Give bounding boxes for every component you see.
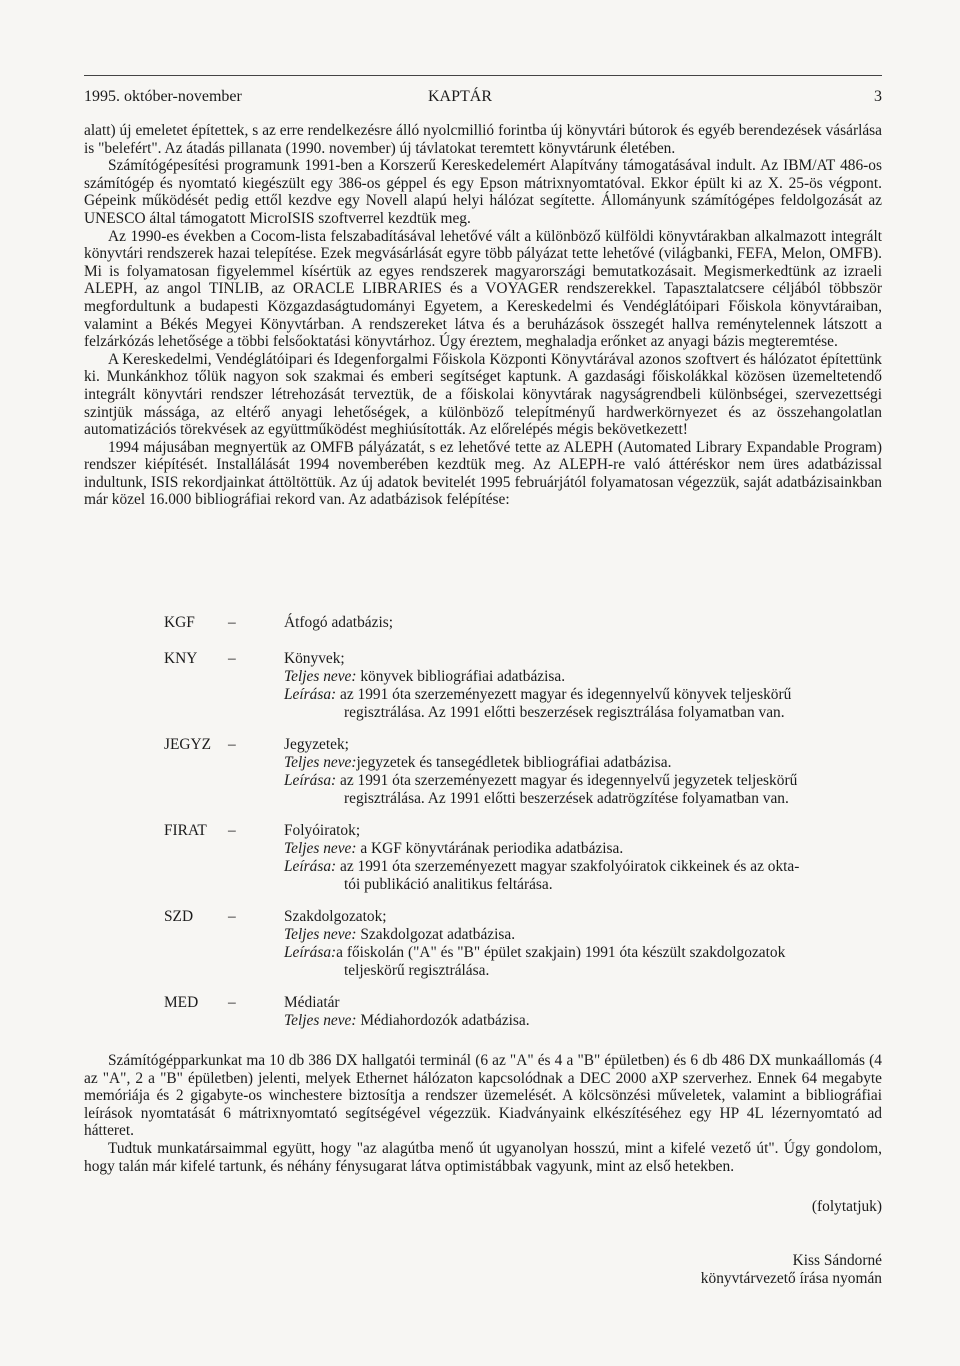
paragraph: Az 1990-es években a Cocom-lista felszabadításával lehetővé vált a különböző külföldi könyvtárakban alkalmazott integrált könyvtári rendszerek hazai telepítése. Ezek megvásárlását egyre több pályázat tette lehetővé (világbanki, FEFA, Melon, OMFB). Mi is folyamatosan figyelemmel kísértük az egyes rendszerek magyarországi bemutatkozásait. Megismerkedtünk az izraeli ALEPH, az angol TINLIB, az ORACLE LIBRARIES és a VOYAGER rendszerekkel. Tapasztalatcsere céljából többször megfordultunk a budapesti Közgazdaságtudományi Egyetem, a Kereskedelmi és Vendéglátóipari Főiskola könyvtáraiban, valamint a Békés Megyei Könyvtárban. A rendszereket látva és a beruházások összegét hallva reménytelennek látszott a felzárkózás lehetősége a többi felsőoktatási könyvtárhoz. Úgy éreztem, meghaladja erőnket az anyagi bázis megteremtése. [84, 227, 882, 351]
database-description-cont: teljeskörű regisztrálása. [344, 962, 490, 979]
database-description: Leírása: az 1991 óta szerzeményezett magyar és idegennyelvű jegyzetek teljeskörű [284, 772, 798, 789]
database-title: Szakdolgozatok; [284, 908, 387, 925]
header-journal-title: KAPTÁR [428, 88, 493, 105]
database-title: Átfogó adatbázis; [284, 614, 393, 631]
database-fullname: Teljes neve:jegyzetek és tansegédletek bibliográfiai adatbázisa. [284, 754, 672, 771]
database-dash: – [228, 994, 236, 1011]
database-description: Leírása: az 1991 óta szerzeményezett magyar szakfolyóiratok cikkeinek és az okta- [284, 858, 800, 875]
signature-block [701, 1252, 882, 1288]
header-page-number: 3 [874, 88, 882, 105]
database-dash: – [228, 650, 236, 667]
database-description-cont: tói publikáció analitikus feltárása. [344, 876, 553, 893]
continuation-note: (folytatjuk) [811, 1198, 882, 1215]
database-code: KNY [164, 650, 198, 667]
header-rule [84, 75, 882, 76]
database-description: Leírása:a főiskolán ("A" és "B" épület szakjain) 1991 óta készült szakdolgozatok [284, 944, 786, 961]
database-code: JEGYZ [164, 736, 212, 753]
database-code: KGF [164, 614, 195, 631]
database-title: Jegyzetek; [284, 736, 349, 753]
paragraph: 1994 májusában megnyertük az OMFB pályázatát, s ez lehetővé tette az ALEPH (Automated Library Expandable Program) rendszer kiépítését. Installálását 1994 novemberében kezdtük meg. Az ALEPH-re való áttéréskor nem üres adatbázissal indultunk, ISIS rekordjainkat áttöltöttük. Az új adatok bevitelét 1995 februárjától folyamatosan végezzük, saját adatbázisainkban már közel 16.000 bibliográfiai rekord van. Az adatbázisok felépítése: [84, 438, 882, 509]
author-name: Kiss Sándorné [792, 1252, 882, 1269]
database-dash: – [228, 614, 236, 631]
article-closing [84, 1052, 882, 1175]
paragraph: Számítógépesítési programunk 1991-ben a Korszerű Kereskedelemért Alapítvány támogatásával indult. Az IBM/AT 486-os számítógép és nyomtató kiegészült egy 386-os géppel és egy Epson mátrixnyomtatóval. Ekkor épült ki az X. 25-ös végpont. Gépeink működését pedig ettől kezdve egy Novell alapú helyi hálózat segítette. Állományunk számítógépes feldolgozását az UNESCO által támogatott MicroISIS szoftverrel kezdtük meg. [84, 157, 882, 227]
article-body [84, 122, 882, 509]
database-code: FIRAT [164, 822, 207, 839]
database-title: Könyvek; [284, 650, 345, 667]
header-date: 1995. október-november [84, 88, 242, 105]
database-dash: – [228, 736, 236, 753]
database-fullname: Teljes neve: könyvek bibliográfiai adatbázisa. [284, 668, 566, 685]
database-description-cont: regisztrálása. Az 1991 előtti beszerzések adatrögzítése folyamatban van. [344, 790, 789, 807]
database-code: MED [164, 994, 199, 1011]
database-fullname: Teljes neve: Szakdolgozat adatbázisa. [284, 926, 516, 943]
database-description: Leírása: az 1991 óta szerzeményezett magyar és idegennyelvű könyvek teljeskörű [284, 686, 792, 703]
database-fullname: Teljes neve: Médiahordozók adatbázisa. [284, 1012, 530, 1029]
database-code: SZD [164, 908, 194, 925]
author-note: könyvtárvezető írása nyomán [700, 1270, 882, 1287]
database-fullname: Teljes neve: a KGF könyvtárának periodika adatbázisa. [284, 840, 624, 857]
database-title: Folyóiratok; [284, 822, 361, 839]
database-description-cont: regisztrálása. Az 1991 előtti beszerzések regisztrálása folyamatban van. [344, 704, 785, 721]
database-dash: – [228, 908, 236, 925]
database-title: Médiatár [284, 994, 340, 1011]
paragraph: Tudtuk munkatársaimmal együtt, hogy "az alagútba menő út ugyanolyan hosszú, mint a kifelé vezető út". Úgy gondolom, hogy talán már kifelé tartunk, és néhány fénysugarat látva optimistábbak vagyunk, mint az első hetekben. [84, 1139, 882, 1175]
paragraph: A Kereskedelmi, Vendéglátóipari és Idegenforgalmi Főiskola Központi Könyvtárával azonos szoftvert és hálózatot építettünk ki. Munkánkhoz tőlük nagyon sok szakmai és emberi segítséget kaptunk. A gazdasági főiskolákkal közösen üzemeltetendő integrált könyvtári rendszer létrehozását terveztük, de a főiskolai könyvtárak nagyságrendbeli különbségei, szervezettségi szintjük mássága, az eltérő anyagi lehetőségek, a különböző telepítményű hardwerkörnyezet és az összehangolatlan automatizációs törekvések az együttműködést meghiúsították. Az előrelépés mégis bekövetkezett! [84, 350, 882, 439]
paragraph: Számítógépparkunkat ma 10 db 386 DX hallgatói terminál (6 az "A" és 4 a "B" épületben) és 6 db 486 DX munkaállomás (4 az "A", 2 a "B" épületben) jelenti, melyek Ethernet hálózaton kapcsolódnak a DEC 2000 aXP szerverhez. Ennek 64 megabyte memóriája és 2 gigabyte-os winchestere biztosítja a rendszer üzemelését. A kölcsönzési műveletek, valamint a bibliográfiai leírások nyomtatását 6 mátrixnyomtató segítségével végezzük. Kiadványaink elkészítéséhez egy HP 4L lézernyomtató ad hátteret. [84, 1052, 882, 1140]
database-dash: – [228, 822, 236, 839]
paragraph: alatt) új emeletet építettek, s az erre rendelkezésre álló nyolcmillió forintba új könyvtári bútorok és egyéb berendezések vásárlása is "belefért". Az átadás pillanata (1990. november) új távlatokat teremtett könyvtárunk életében. [84, 122, 882, 157]
